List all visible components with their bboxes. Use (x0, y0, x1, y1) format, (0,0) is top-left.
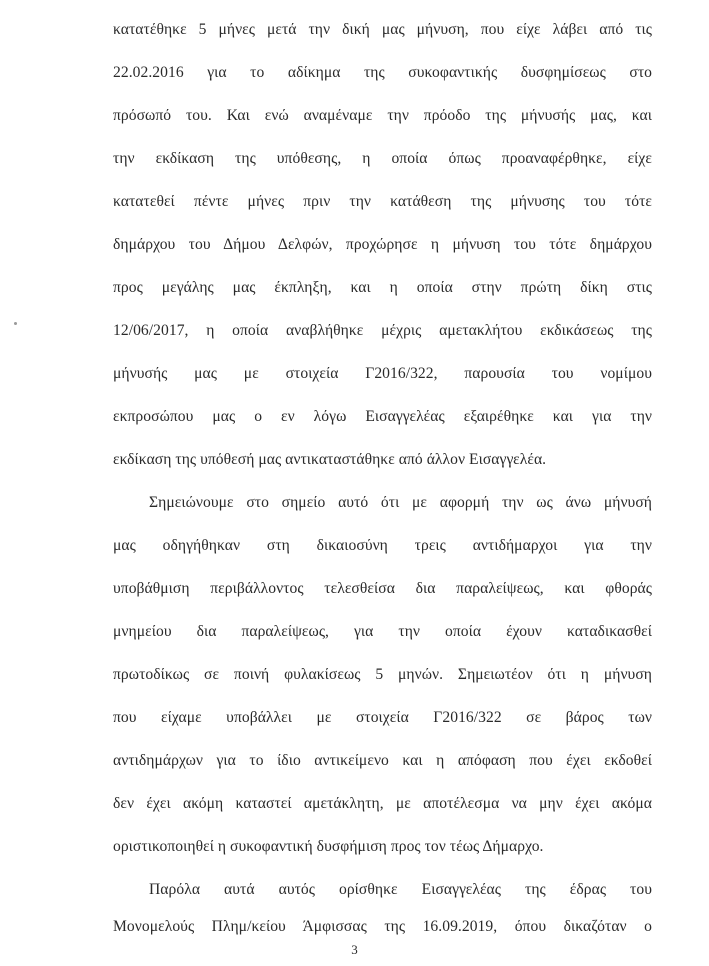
text-line: αντιδημάρχων για το ίδιο αντικείμενο και η απόφαση που έχει εκδοθεί (113, 752, 652, 769)
text-line: δεν έχει ακόμη καταστεί αμετάκλητη, με αποτέλεσμα να μην έχει ακόμα (113, 795, 652, 812)
text-line: μνημείου δια παραλείψεως, για την οποία έχουν καταδικασθεί (113, 623, 652, 640)
page-number: 3 (351, 942, 358, 957)
text-line: Μονομελούς Πλημ/κείου Άμφισσας της 16.09.2019, όπου δικαζόταν ο (113, 918, 652, 935)
text-line: οριστικοποιηθεί η συκοφαντική δυσφήμιση προς τον τέως Δήμαρχο. (113, 838, 544, 855)
text-line: εκπροσώπου μας ο εν λόγω Εισαγγελέας εξαιρέθηκε και για την (113, 408, 652, 425)
text-line: 12/06/2017, η οποία αναβλήθηκε μέχρις αμετακλήτου εκδικάσεως της (113, 322, 652, 339)
scan-speck (14, 322, 17, 325)
text-line: κατατέθηκε 5 μήνες μετά την δική μας μήνυση, που είχε λάβει από τις (113, 21, 652, 38)
text-line: Σημειώνουμε στο σημείο αυτό ότι με αφορμή την ως άνω μήνυσή (149, 494, 652, 511)
text-line: μας οδηγήθηκαν στη δικαιοσύνη τρεις αντιδήμαρχοι για την (113, 537, 652, 554)
text-line: πρόσωπό του. Και ενώ αναμέναμε την πρόοδο της μήνυσής μας, και (113, 107, 652, 124)
text-line: την εκδίκαση της υπόθεσης, η οποία όπως προαναφέρθηκε, είχε (113, 150, 652, 167)
text-line: δημάρχου του Δήμου Δελφών, προχώρησε η μήνυση του τότε δημάρχου (113, 236, 652, 253)
text-line: προς μεγάλης μας έκπληξη, και η οποία στην πρώτη δίκη στις (113, 279, 652, 296)
text-line: πρωτοδίκως σε ποινή φυλακίσεως 5 μηνών. Σημειωτέον ότι η μήνυση (113, 666, 652, 683)
text-line: εκδίκαση της υπόθεσή μας αντικαταστάθηκε από άλλον Εισαγγελέα. (113, 451, 547, 468)
text-line: που είχαμε υποβάλλει με στοιχεία Γ2016/322 σε βάρος των (113, 709, 652, 726)
text-line: 22.02.2016 για το αδίκημα της συκοφαντικής δυσφημίσεως στο (113, 64, 652, 81)
text-line: Παρόλα αυτά αυτός ορίσθηκε Εισαγγελέας της έδρας του (149, 881, 652, 898)
text-line: κατατεθεί πέντε μήνες πριν την κατάθεση της μήνυσης του τότε (113, 193, 652, 210)
text-line: υποβάθμιση περιβάλλοντος τελεσθείσα δια παραλείψεως, και φθοράς (113, 580, 652, 597)
text-line: μήνυσής μας με στοιχεία Γ2016/322, παρουσία του νομίμου (113, 365, 652, 382)
